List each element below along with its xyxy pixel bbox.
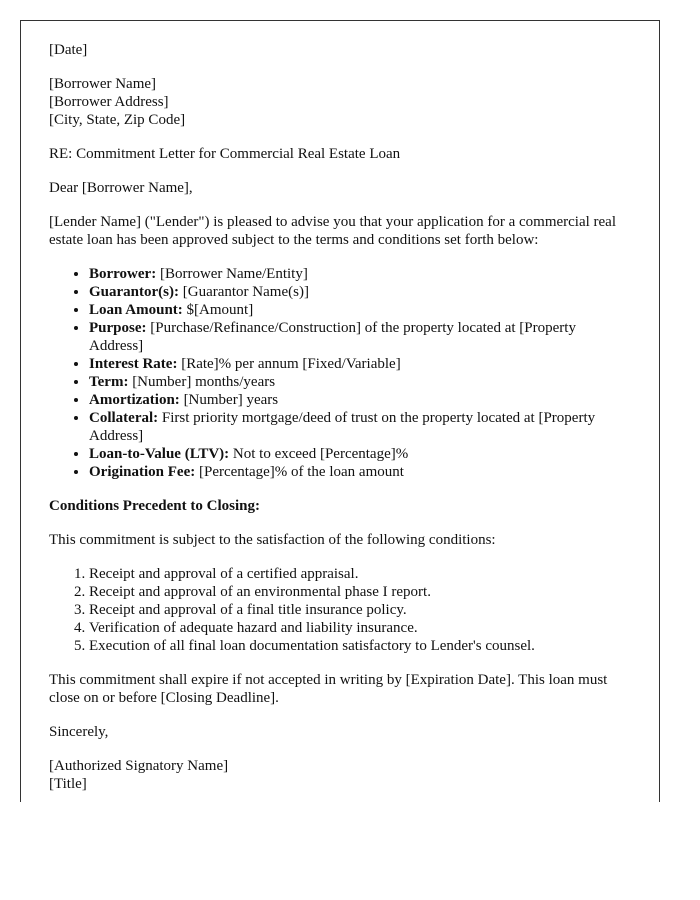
recipient-name: [Borrower Name]	[49, 76, 157, 92]
term-label: Collateral:	[89, 410, 159, 426]
term-value: [Percentage]% of the loan amount	[195, 464, 404, 480]
salutation: Dear [Borrower Name],	[49, 180, 193, 196]
term-value: Not to exceed [Percentage]%	[229, 446, 409, 462]
term-value: [Number] years	[179, 392, 279, 408]
condition-item: 4. Verification of adequate hazard and liability insurance.	[89, 619, 631, 637]
term-item	[89, 355, 631, 373]
term-value: First priority mortgage/deed of trust on the property located at [Property Address]	[89, 410, 596, 444]
term-item	[89, 463, 631, 481]
term-item	[89, 319, 631, 355]
term-value: [Number] months/years	[128, 374, 276, 390]
intro-paragraph: [Lender Name] ("Lender") is pleased to advise you that your application for a commercial real estate loan has been approved subject to the terms and conditions set forth below:	[49, 214, 617, 248]
term-item	[89, 409, 631, 445]
closing: Sincerely,	[49, 724, 109, 740]
condition-item: 2. Receipt and approval of an environmental phase I report.	[89, 583, 631, 601]
recipient-city: [City, State, Zip Code]	[49, 112, 186, 128]
conditions-intro: This commitment is subject to the satisfaction of the following conditions:	[49, 532, 496, 548]
expiry-paragraph: This commitment shall expire if not accepted in writing by [Expiration Date]. This loan must close on or before [Closing Deadline].	[49, 672, 608, 706]
term-value: [Guarantor Name(s)]	[179, 284, 309, 300]
term-item	[89, 301, 631, 319]
condition-item: 3. Receipt and approval of a final title insurance policy.	[89, 601, 631, 619]
recipient-address: [Borrower Address]	[49, 94, 169, 110]
term-item	[89, 391, 631, 409]
conditions-list	[49, 565, 631, 655]
term-label: Interest Rate:	[89, 356, 178, 372]
term-label: Amortization:	[89, 392, 180, 408]
term-label: Term:	[89, 374, 129, 390]
recipient-block	[49, 75, 631, 129]
term-label: Borrower:	[89, 266, 157, 282]
term-item	[89, 445, 631, 463]
signatory-title: [Title]	[49, 776, 87, 792]
term-item	[89, 373, 631, 391]
term-item	[89, 265, 631, 283]
term-label: Loan Amount:	[89, 302, 183, 318]
signatory-name: [Authorized Signatory Name]	[49, 758, 229, 774]
term-label: Purpose:	[89, 320, 147, 336]
term-label: Origination Fee:	[89, 464, 196, 480]
date: [Date]	[49, 42, 88, 58]
condition-item: 5. Execution of all final loan documentation satisfactory to Lender's counsel.	[89, 637, 631, 655]
term-value: [Purchase/Refinance/Construction] of the property located at [Property Address]	[89, 320, 576, 354]
signature-block	[49, 757, 631, 793]
conditions-heading: Conditions Precedent to Closing:	[49, 498, 260, 514]
term-label: Loan-to-Value (LTV):	[89, 446, 230, 462]
term-value: [Borrower Name/Entity]	[156, 266, 308, 282]
term-value: $[Amount]	[182, 302, 254, 318]
terms-list	[49, 265, 631, 481]
condition-item: 1. Receipt and approval of a certified appraisal.	[89, 565, 631, 583]
letter-page	[20, 20, 660, 802]
term-value: [Rate]% per annum [Fixed/Variable]	[177, 356, 401, 372]
subject-line: RE: Commitment Letter for Commercial Real Estate Loan	[49, 146, 401, 162]
term-item	[89, 283, 631, 301]
term-label: Guarantor(s):	[89, 284, 179, 300]
